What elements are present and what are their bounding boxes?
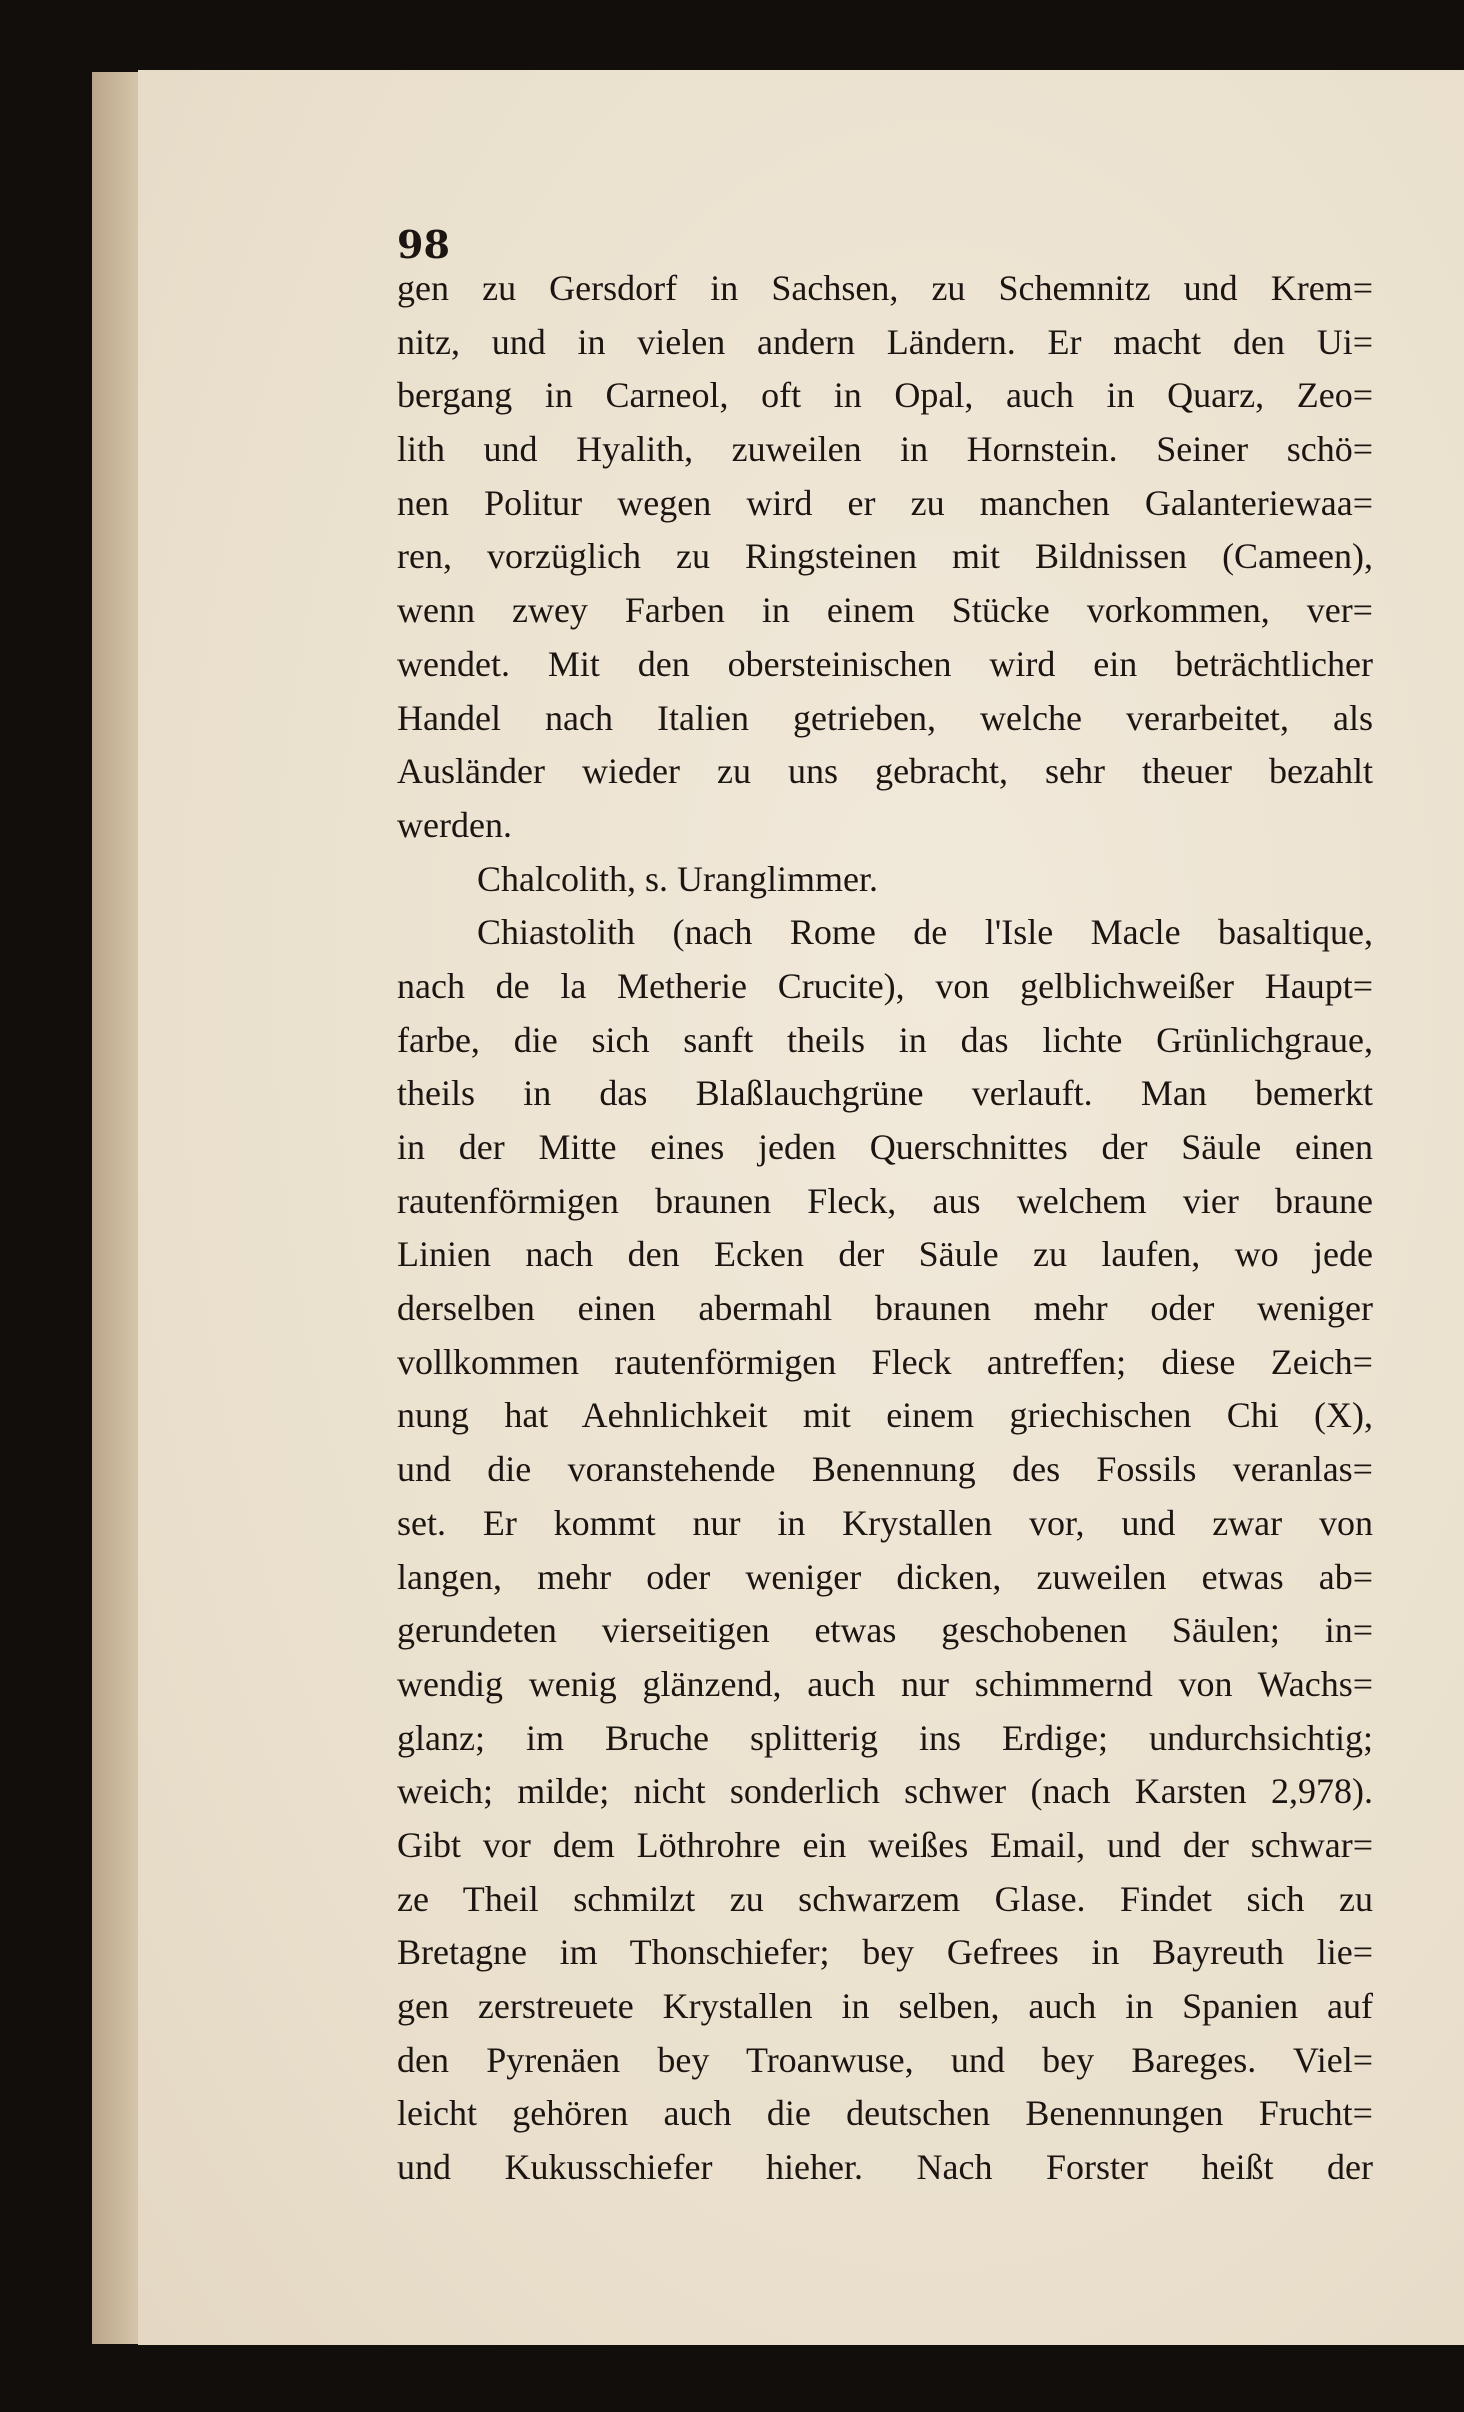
text-line: Chalcolith, s. Uranglimmer. [477, 858, 878, 899]
text-line: set. Er kommt nur in Krystallen vor, und zwar von [397, 1502, 1373, 1543]
text-line: langen, mehr oder weniger dicken, zuweilen etwas ab= [397, 1556, 1373, 1597]
text-line: weich; milde; nicht sonderlich schwer (nach Karsten 2,978). [397, 1771, 1373, 1812]
text-line: nen Politur wegen wird er zu manchen Galanteriewaa= [397, 482, 1373, 523]
text-line: derselben einen abermahl braunen mehr oder weniger [397, 1288, 1373, 1329]
text-line: vollkommen rautenförmigen Fleck antreffen; diese Zeich= [397, 1341, 1373, 1382]
text-line: nitz, und in vielen andern Ländern. Er macht den Ui= [397, 321, 1373, 362]
text-line: rautenförmigen braunen Fleck, aus welchem vier braune [397, 1180, 1373, 1221]
text-line: leicht gehören auch die deutschen Benennungen Frucht= [397, 2093, 1373, 2134]
text-line: bergang in Carneol, oft in Opal, auch in Quarz, Zeo= [397, 375, 1373, 416]
text-line: ze Theil schmilzt zu schwarzem Glase. Findet sich zu [397, 1878, 1373, 1919]
text-line: Handel nach Italien getrieben, welche verarbeitet, als [397, 697, 1373, 738]
text-line: und die voranstehende Benennung des Fossils veranlas= [397, 1449, 1373, 1490]
text-line: theils in das Blaßlauchgrüne verlauft. Man bemerkt [397, 1073, 1373, 1114]
text-line: in der Mitte eines jeden Querschnittes der Säule einen [397, 1127, 1373, 1167]
body-text [397, 262, 1373, 2195]
text-line: wendet. Mit den obersteinischen wird ein beträchtlicher [397, 643, 1373, 684]
text-line: gen zerstreuete Krystallen in selben, auch in Spanien auf [397, 1986, 1373, 2026]
text-line: wendig wenig glänzend, auch nur schimmernd von Wachs= [397, 1663, 1373, 1704]
text-line: lith und Hyalith, zuweilen in Hornstein. Seiner schö= [397, 429, 1373, 470]
text-line: Linien nach den Ecken der Säule zu laufen, wo jede [397, 1234, 1373, 1275]
text-line: ren, vorzüglich zu Ringsteinen mit Bildnissen (Cameen), [397, 536, 1373, 577]
text-line: werden. [397, 804, 512, 845]
text-line: den Pyrenäen bey Troanwuse, und bey Bareges. Viel= [397, 2039, 1373, 2080]
page-edge [92, 72, 142, 2344]
text-line: Gibt vor dem Löthrohre ein weißes Email, und der schwar= [397, 1824, 1373, 1865]
text-line: nach de la Metherie Crucite), von gelblichweißer Haupt= [397, 965, 1373, 1006]
text-line: farbe, die sich sanft theils in das lichte Grünlichgraue, [397, 1019, 1373, 1060]
text-line: gerundeten vierseitigen etwas geschobenen Säulen; in= [397, 1610, 1373, 1651]
text-line: gen zu Gersdorf in Sachsen, zu Schemnitz und Krem= [397, 268, 1373, 308]
text-line: glanz; im Bruche splitterig ins Erdige; undurchsichtig; [397, 1717, 1373, 1758]
text-line: und Kukusschiefer hieher. Nach Forster heißt der [397, 2147, 1373, 2188]
text-line: wenn zwey Farben in einem Stücke vorkommen, ver= [397, 590, 1373, 631]
page-number: 98 [397, 222, 450, 267]
text-line: nung hat Aehnlichkeit mit einem griechischen Chi (X), [397, 1395, 1373, 1436]
text-line: Ausländer wieder zu uns gebracht, sehr theuer bezahlt [397, 751, 1373, 792]
text-line: Bretagne im Thonschiefer; bey Gefrees in Bayreuth lie= [397, 1932, 1373, 1973]
text-line: Chiastolith (nach Rome de l'Isle Macle basaltique, [477, 912, 1373, 953]
